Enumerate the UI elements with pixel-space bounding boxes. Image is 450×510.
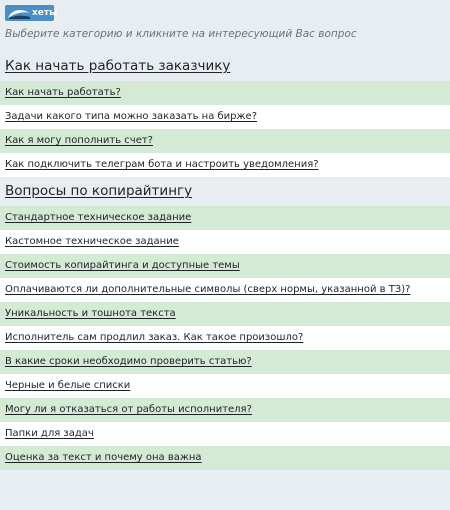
faq-link[interactable]: Исполнитель сам продлил заказ. Как такое произошло? [5, 332, 304, 343]
faq-item[interactable] [0, 374, 450, 398]
faq-item[interactable] [0, 254, 450, 278]
faq-item[interactable] [0, 350, 450, 374]
faq-link[interactable]: Как начать работать? [5, 87, 121, 98]
faq-link[interactable]: Как я могу пополнить счет? [5, 135, 153, 146]
faq-link[interactable]: Кастомное техническое задание [5, 236, 179, 247]
faq-link[interactable]: Стоимость копирайтинга и доступные темы [5, 260, 240, 271]
faq-link[interactable]: Как подключить телеграм бота и настроить уведомления? [5, 159, 319, 170]
faq-item[interactable] [0, 398, 450, 422]
faq-link[interactable]: Задачи какого типа можно заказать на бирже? [5, 111, 258, 122]
tab-label: хеты [32, 8, 58, 18]
faq-item[interactable] [0, 278, 450, 302]
faq-item[interactable] [0, 302, 450, 326]
faq-link[interactable]: Могу ли я отказаться от работы исполнителя? [5, 404, 252, 415]
logo-icon [7, 7, 31, 19]
faq-link[interactable]: Оплачиваются ли дополнительные символы (сверх нормы, указанной в ТЗ)? [5, 284, 411, 295]
faq-link[interactable]: Уникальность и тошнота текста [5, 308, 176, 319]
faq-item[interactable] [0, 326, 450, 350]
faq-item[interactable] [0, 81, 450, 105]
faq-link[interactable]: Стандартное техническое задание [5, 212, 192, 223]
faq-link[interactable]: Папки для задач [5, 428, 94, 439]
faq-item[interactable] [0, 230, 450, 254]
faq-link[interactable]: Черные и белые списки [5, 380, 131, 391]
faq-item[interactable] [0, 129, 450, 153]
top-tab[interactable] [5, 5, 58, 21]
faq-item[interactable] [0, 446, 450, 470]
section-title-copywriting: Вопросы по копирайтингу [5, 183, 193, 199]
faq-item[interactable] [0, 105, 450, 129]
section-title-customer: Как начать работать заказчику [5, 58, 231, 74]
faq-item[interactable] [0, 422, 450, 446]
faq-item[interactable] [0, 206, 450, 230]
faq-link[interactable]: Оценка за текст и почему она важна [5, 452, 202, 463]
faq-item[interactable] [0, 153, 450, 177]
page-subtitle: Выберите категорию и кликните на интересующий Вас вопрос [5, 28, 357, 40]
faq-link[interactable]: В какие сроки необходимо проверить статью? [5, 356, 252, 367]
